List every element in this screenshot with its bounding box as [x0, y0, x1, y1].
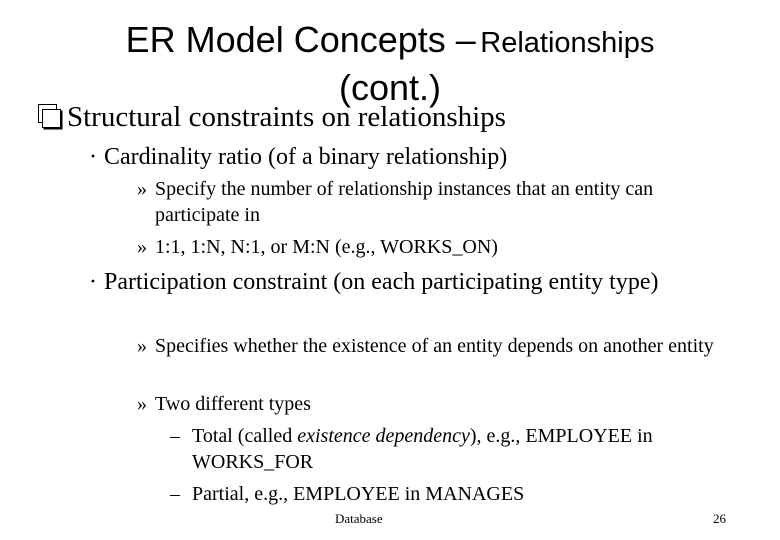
subpoint-text: Specifies whether the existence of an entity depends on another entity [155, 335, 714, 357]
section-heading [38, 100, 506, 134]
dot-bullet-icon: · [89, 269, 97, 295]
slide-title-line-2: (cont.) [338, 67, 442, 108]
bullet-cardinality-ratio [89, 142, 754, 172]
dash-bullet-icon: – [170, 425, 180, 447]
item-prefix: Partial, e.g., EMPLOYEE in MANAGES [192, 483, 525, 505]
section-heading-text: Structural constraints on relationships [67, 101, 506, 133]
subpoint-existence-depends [137, 333, 735, 359]
dot-bullet-icon: · [89, 144, 97, 170]
subpoint-specify-number [137, 176, 735, 228]
item-partial [170, 481, 752, 507]
item-suffix: ), e.g., EMPLOYEE in WORKS_FOR [192, 425, 653, 473]
item-emphasis: existence dependency [297, 425, 470, 447]
chevron-bullet-icon: » [137, 393, 147, 415]
footer-label: Database [335, 511, 383, 526]
bullet-text: Cardinality ratio (of a binary relationship) [104, 144, 508, 170]
subpoint-text: 1:1, 1:N, N:1, or M:N (e.g., WORKS_ON) [155, 236, 498, 258]
chevron-bullet-icon: » [137, 236, 147, 258]
subpoint-ratio-types [137, 234, 735, 260]
page-number: 26 [713, 511, 726, 526]
title-subtitle: Relationships [480, 27, 655, 59]
chevron-bullet-icon: » [137, 335, 147, 357]
title-main: ER Model Concepts – [125, 19, 476, 60]
chevron-bullet-icon: » [137, 178, 147, 200]
bullet-participation-constraint [89, 267, 754, 297]
dash-bullet-icon: – [170, 483, 180, 505]
bullet-text: Participation constraint (on each participating entity type) [104, 269, 659, 295]
subpoint-text: Two different types [155, 393, 311, 415]
item-prefix: Total (called [192, 425, 298, 447]
subpoint-text: Specify the number of relationship instances that an entity can participate in [155, 178, 654, 226]
checkbox-bullet-icon [38, 104, 60, 128]
item-total [170, 423, 752, 475]
subpoint-two-types [137, 391, 735, 417]
